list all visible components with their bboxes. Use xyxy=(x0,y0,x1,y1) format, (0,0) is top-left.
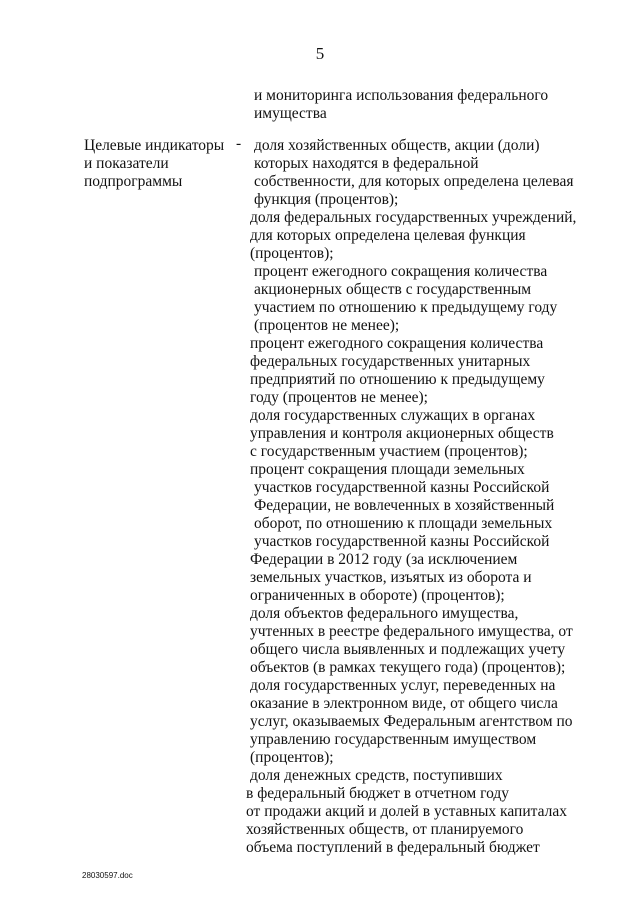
indicator-line: хозяйственных обществ, от планируемого xyxy=(246,821,524,838)
indicator-line: доля федеральных государственных учреждений, xyxy=(250,209,577,226)
intro-line: и мониторинга использования федерального xyxy=(254,87,549,104)
indicator-line: процент сокращения площади земельных xyxy=(250,461,525,478)
indicator-line: функция (процентов); xyxy=(254,191,399,208)
indicator-line: процент ежегодного сокращения количества xyxy=(254,263,548,280)
indicator-line: услуг, оказываемых Федеральным агентством по xyxy=(250,713,573,730)
indicators-label-line: и показатели xyxy=(84,155,169,172)
indicator-line: для которых определена целевая функция xyxy=(250,227,526,244)
indicator-line: участков государственной казны Российской xyxy=(254,479,550,496)
document-filename: 28030597.doc xyxy=(82,871,133,880)
indicator-line: ограниченных в обороте) (процентов); xyxy=(250,587,505,604)
indicator-line: которых находятся в федеральной xyxy=(254,155,479,172)
indicators-label-line: подпрограммы xyxy=(84,173,183,190)
indicator-line: доля хозяйственных обществ, акции (доли) xyxy=(254,137,540,154)
indicator-line: общего числа выявленных и подлежащих учету xyxy=(250,641,566,658)
indicator-line: управления и контроля акционерных обществ xyxy=(250,425,554,442)
indicator-line: федеральных государственных унитарных xyxy=(250,353,531,370)
indicator-line: году (процентов не менее); xyxy=(250,389,428,406)
indicator-line: управлению государственным имуществом xyxy=(250,731,537,748)
indicator-line: доля государственных услуг, переведенных на xyxy=(250,677,556,694)
indicator-line: в федеральный бюджет в отчетном году xyxy=(246,785,510,802)
indicator-line: участием по отношению к предыдущему году xyxy=(254,299,558,316)
indicator-line: оказание в электронном виде, от общего числа xyxy=(250,695,558,712)
indicator-line: процент ежегодного сокращения количества xyxy=(250,335,544,352)
indicator-line: участков государственной казны Российской xyxy=(254,533,550,550)
indicator-line: Федерации в 2012 году (за исключением xyxy=(250,551,518,568)
indicator-line: оборот, по отношению к площади земельных xyxy=(254,515,553,532)
indicator-line: от продажи акций и долей в уставных капиталах xyxy=(246,803,567,820)
indicator-line: (процентов); xyxy=(250,245,334,262)
indicator-line: акционерных обществ с государственным xyxy=(254,281,532,298)
indicator-line: собственности, для которых определена целевая xyxy=(254,173,574,190)
indicator-line: доля объектов федерального имущества, xyxy=(250,605,519,622)
separator-dash: - xyxy=(236,135,242,152)
intro-line: имущества xyxy=(254,105,327,122)
indicator-line: (процентов не менее); xyxy=(254,317,400,334)
indicator-line: учтенных в реестре федерального имущества, от xyxy=(250,623,573,640)
indicator-line: с государственным участием (процентов); xyxy=(250,443,528,460)
indicator-line: объема поступлений в федеральный бюджет xyxy=(246,839,540,856)
indicator-line: объектов (в рамках текущего года) (процентов); xyxy=(250,659,566,676)
indicator-line: доля денежных средств, поступивших xyxy=(250,767,503,784)
indicator-line: (процентов); xyxy=(250,749,334,766)
indicators-label-line: Целевые индикаторы xyxy=(84,137,225,154)
page-number: 5 xyxy=(315,44,325,63)
indicator-line: предприятий по отношению к предыдущему xyxy=(250,371,545,388)
indicator-line: доля государственных служащих в органах xyxy=(250,407,536,424)
indicator-line: Федерации, не вовлеченных в хозяйственный xyxy=(254,497,555,514)
indicator-line: земельных участков, изъятых из оборота и xyxy=(250,569,532,586)
